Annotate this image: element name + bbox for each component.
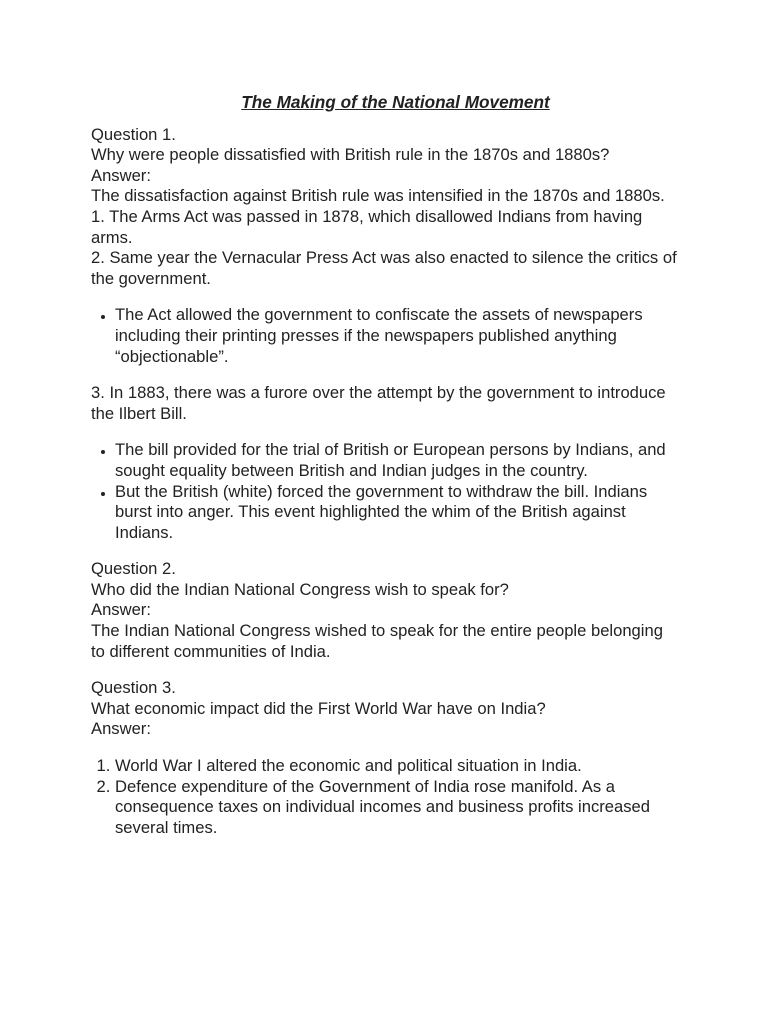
question-1-answer-intro: The dissatisfaction against British rule was intensified in the 1870s and 1880s. bbox=[91, 186, 665, 206]
question-1-block bbox=[91, 125, 680, 290]
question-3-text: What economic impact did the First World War have on India? bbox=[91, 698, 546, 718]
question-2-answer-label: Answer: bbox=[91, 600, 151, 620]
question-1-label: Question 1. bbox=[91, 124, 176, 144]
list-item: • The bill provided for the trial of British or European persons by Indians, and sought equality between British and Indian judges in the country. bbox=[115, 440, 680, 481]
question-2-block bbox=[91, 559, 680, 662]
question-1-point-3: 3. In 1883, there was a furore over the attempt by the government to introduce the Ilbert Bill. bbox=[91, 383, 666, 423]
list-item: 1. World War I altered the economic and political situation in India. bbox=[115, 756, 680, 777]
question-1-answer-label: Answer: bbox=[91, 165, 151, 185]
question-3-numbered-list bbox=[91, 756, 680, 838]
question-1-point-3-block bbox=[91, 383, 680, 424]
list-item: • But the British (white) forced the government to withdraw the bill. Indians burst into anger. This event highlighted the whim of the British against Indians. bbox=[115, 482, 680, 544]
question-3-block bbox=[91, 678, 680, 740]
spacer bbox=[91, 543, 680, 559]
document-title: The Making of the National Movement bbox=[241, 92, 550, 112]
question-1-bullet-list-a bbox=[91, 305, 680, 367]
spacer bbox=[91, 740, 680, 756]
question-1-text: Why were people dissatisfied with British rule in the 1870s and 1880s? bbox=[91, 145, 610, 165]
question-3-answer-label: Answer: bbox=[91, 719, 151, 739]
spacer bbox=[91, 289, 680, 305]
list-item: • The Act allowed the government to confiscate the assets of newspapers including their printing presses if the newspapers published anything “objectionable”. bbox=[115, 305, 680, 367]
question-3-label: Question 3. bbox=[91, 678, 176, 698]
spacer bbox=[91, 367, 680, 383]
question-1-bullet-list-b bbox=[91, 440, 680, 543]
question-2-answer: The Indian National Congress wished to speak for the entire people belonging to different communities of India. bbox=[91, 621, 663, 661]
question-2-text: Who did the Indian National Congress wish to speak for? bbox=[91, 579, 509, 599]
spacer bbox=[91, 424, 680, 440]
question-2-label: Question 2. bbox=[91, 559, 176, 579]
question-1-point-1: 1. The Arms Act was passed in 1878, which disallowed Indians from having arms. bbox=[91, 206, 643, 247]
spacer bbox=[91, 662, 680, 678]
question-1-point-2: 2. Same year the Vernacular Press Act was also enacted to silence the critics of the government. bbox=[91, 248, 677, 288]
list-item: 2. Defence expenditure of the Government of India rose manifold. As a consequence taxes on individual incomes and business profits increased several times. bbox=[115, 777, 680, 839]
